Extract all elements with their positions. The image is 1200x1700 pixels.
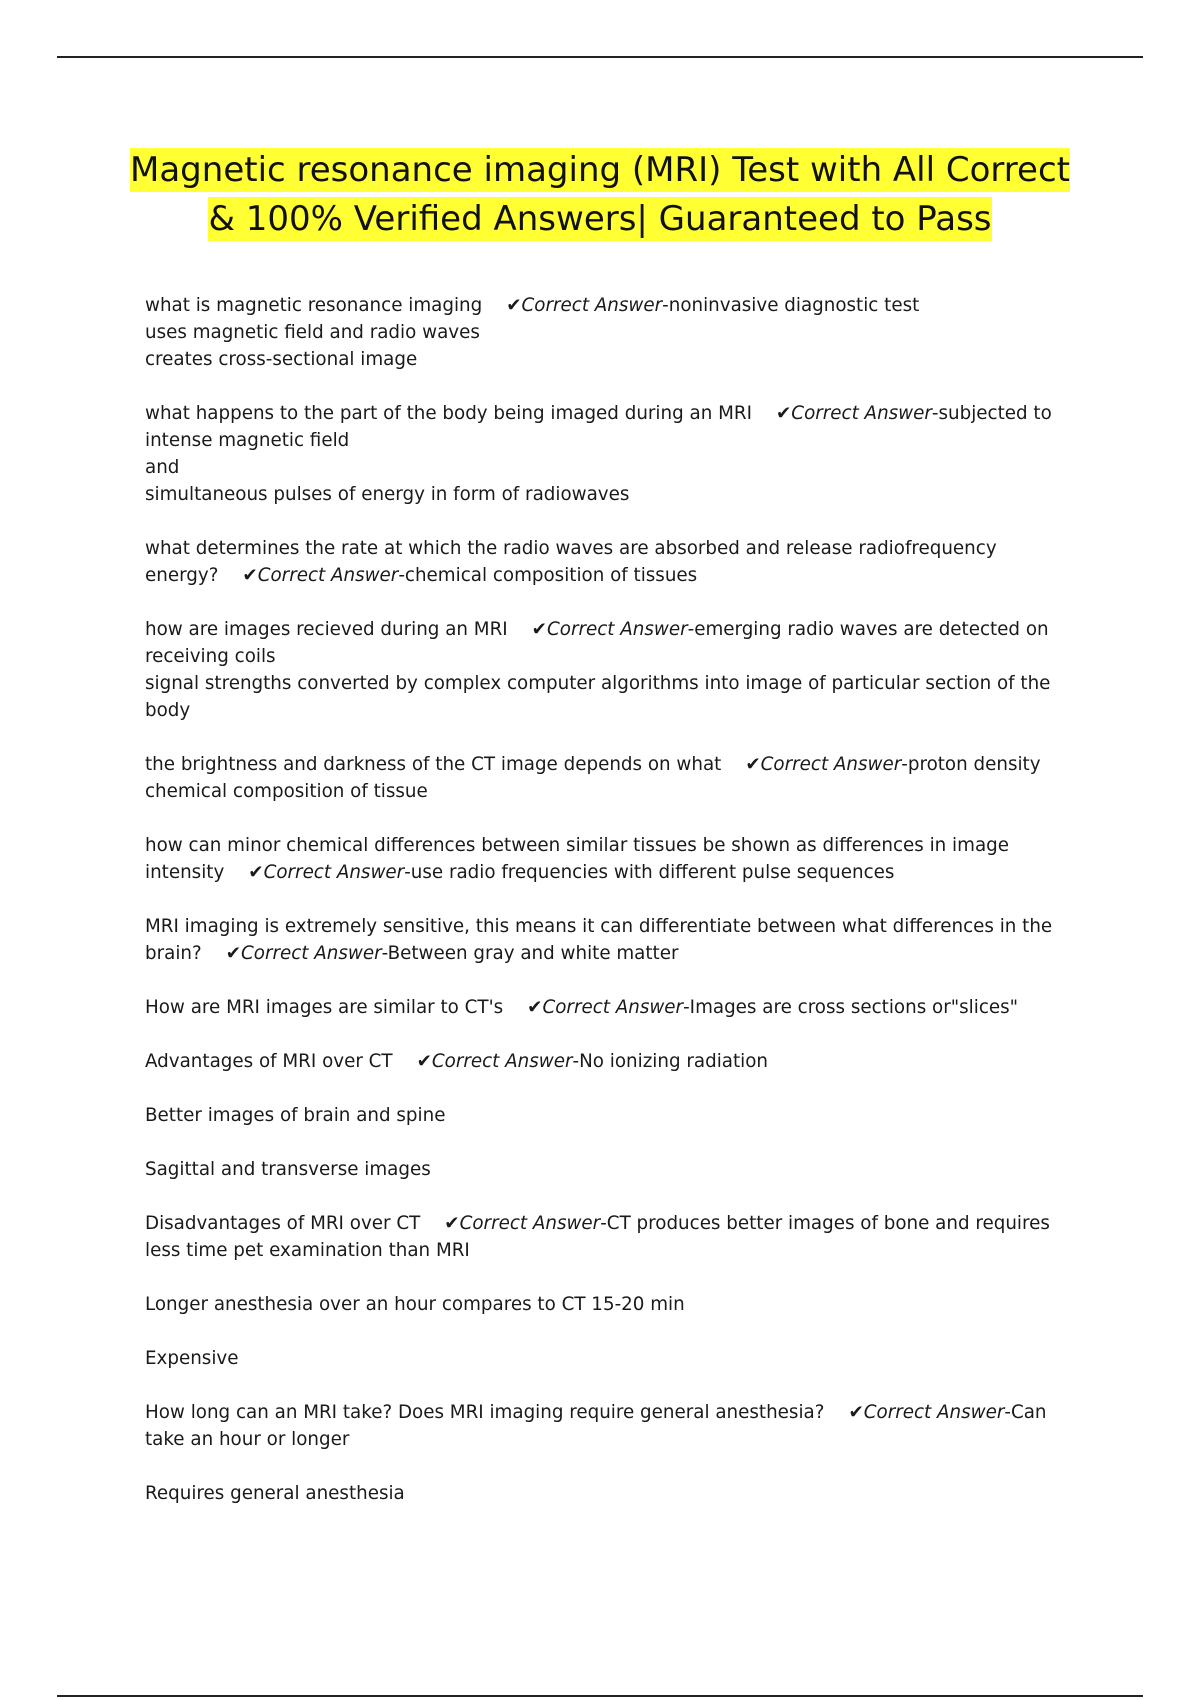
answer-text: -Can take an hour or longer: [145, 1402, 1047, 1450]
question-text: How are MRI images are similar to CT's: [145, 997, 504, 1018]
qa-list: [145, 292, 1070, 1534]
note-item: [145, 1480, 1070, 1507]
answer-continuation-line: signal strengths converted by complex computer algorithms into image of particular section of the body: [145, 673, 1051, 721]
document-title: [100, 146, 1100, 244]
note-text: Expensive: [145, 1348, 239, 1369]
question-text: Advantages of MRI over CT: [145, 1051, 393, 1072]
qa-item: [145, 832, 1070, 886]
note-text: Sagittal and transverse images: [145, 1159, 431, 1180]
qa-first-line: [145, 1048, 1070, 1075]
qa-item: [145, 994, 1070, 1021]
qa-item: [145, 751, 1070, 805]
question-text: How long can an MRI take? Does MRI imaging require general anesthesia?: [145, 1402, 825, 1423]
question-text: the brightness and darkness of the CT image depends on what: [145, 754, 722, 775]
qa-first-line: [145, 292, 1070, 319]
qa-item: [145, 616, 1070, 724]
qa-item: [145, 1399, 1070, 1453]
correct-answer-label: ✔Correct Answer: [248, 862, 405, 883]
answer-text: -chemical composition of tissues: [398, 565, 698, 586]
question-text: how can minor chemical differences between similar tissues be shown as differences in image intensity: [145, 835, 1009, 883]
correct-answer-label: ✔Correct Answer: [527, 997, 684, 1018]
qa-item: [145, 1210, 1070, 1264]
question-text: how are images recieved during an MRI: [145, 619, 508, 640]
note-item: [145, 1102, 1070, 1129]
question-text: MRI imaging is extremely sensitive, this means it can differentiate between what differences in the brain?: [145, 916, 1053, 964]
qa-first-line: [145, 832, 1070, 886]
question-text: what determines the rate at which the radio waves are absorbed and release radiofrequency energy?: [145, 538, 997, 586]
note-text: Better images of brain and spine: [145, 1105, 446, 1126]
qa-first-line: [145, 1399, 1070, 1453]
title-line-1: Magnetic resonance imaging (MRI) Test with All Correct: [130, 150, 1070, 190]
bottom-rule: [57, 1695, 1143, 1697]
note-item: [145, 1156, 1070, 1183]
answer-text: -Images are cross sections or"slices": [683, 997, 1019, 1018]
correct-answer-label: ✔Correct Answer: [848, 1402, 1005, 1423]
qa-first-line: [145, 751, 1070, 778]
answer-text: -Between gray and white matter: [381, 943, 679, 964]
qa-item: [145, 1048, 1070, 1075]
question-text: Disadvantages of MRI over CT: [145, 1213, 421, 1234]
note-item: [145, 1291, 1070, 1318]
answer-text: -No ionizing radiation: [572, 1051, 768, 1072]
answer-continuation-line: uses magnetic field and radio waves: [145, 322, 480, 343]
correct-answer-label: ✔Correct Answer: [775, 403, 932, 424]
correct-answer-label: ✔Correct Answer: [444, 1213, 601, 1234]
qa-item: [145, 400, 1070, 508]
answer-text: -noninvasive diagnostic test: [662, 295, 920, 316]
qa-first-line: [145, 913, 1070, 967]
answer-text: -proton density: [901, 754, 1041, 775]
qa-item: [145, 913, 1070, 967]
answer-text: -subjected to intense magnetic field: [145, 403, 1052, 451]
answer-text: -use radio frequencies with different pulse sequences: [404, 862, 895, 883]
answer-continuation-line: creates cross-sectional image: [145, 349, 418, 370]
top-rule: [57, 56, 1143, 58]
qa-first-line: [145, 1210, 1070, 1264]
answer-continuation-line: chemical composition of tissue: [145, 781, 428, 802]
answer-continuation-line: simultaneous pulses of energy in form of radiowaves: [145, 484, 630, 505]
correct-answer-label: ✔Correct Answer: [506, 295, 663, 316]
question-text: what is magnetic resonance imaging: [145, 295, 483, 316]
qa-item: [145, 292, 1070, 373]
correct-answer-label: ✔Correct Answer: [225, 943, 382, 964]
note-text: Longer anesthesia over an hour compares to CT 15-20 min: [145, 1294, 685, 1315]
answer-text: -emerging radio waves are detected on receiving coils: [145, 619, 1049, 667]
qa-first-line: [145, 535, 1070, 589]
correct-answer-label: ✔Correct Answer: [242, 565, 399, 586]
title-line-2: & 100% Verified Answers| Guaranteed to Pass: [208, 199, 992, 239]
correct-answer-label: ✔Correct Answer: [416, 1051, 573, 1072]
note-item: [145, 1345, 1070, 1372]
note-text: Requires general anesthesia: [145, 1483, 405, 1504]
answer-text: -CT produces better images of bone and requires less time pet examination than MRI: [145, 1213, 1050, 1261]
question-text: what happens to the part of the body being imaged during an MRI: [145, 403, 752, 424]
qa-first-line: [145, 616, 1070, 670]
answer-continuation-line: and: [145, 457, 180, 478]
correct-answer-label: ✔Correct Answer: [745, 754, 902, 775]
qa-item: [145, 535, 1070, 589]
qa-first-line: [145, 994, 1070, 1021]
correct-answer-label: ✔Correct Answer: [531, 619, 688, 640]
qa-first-line: [145, 400, 1070, 454]
